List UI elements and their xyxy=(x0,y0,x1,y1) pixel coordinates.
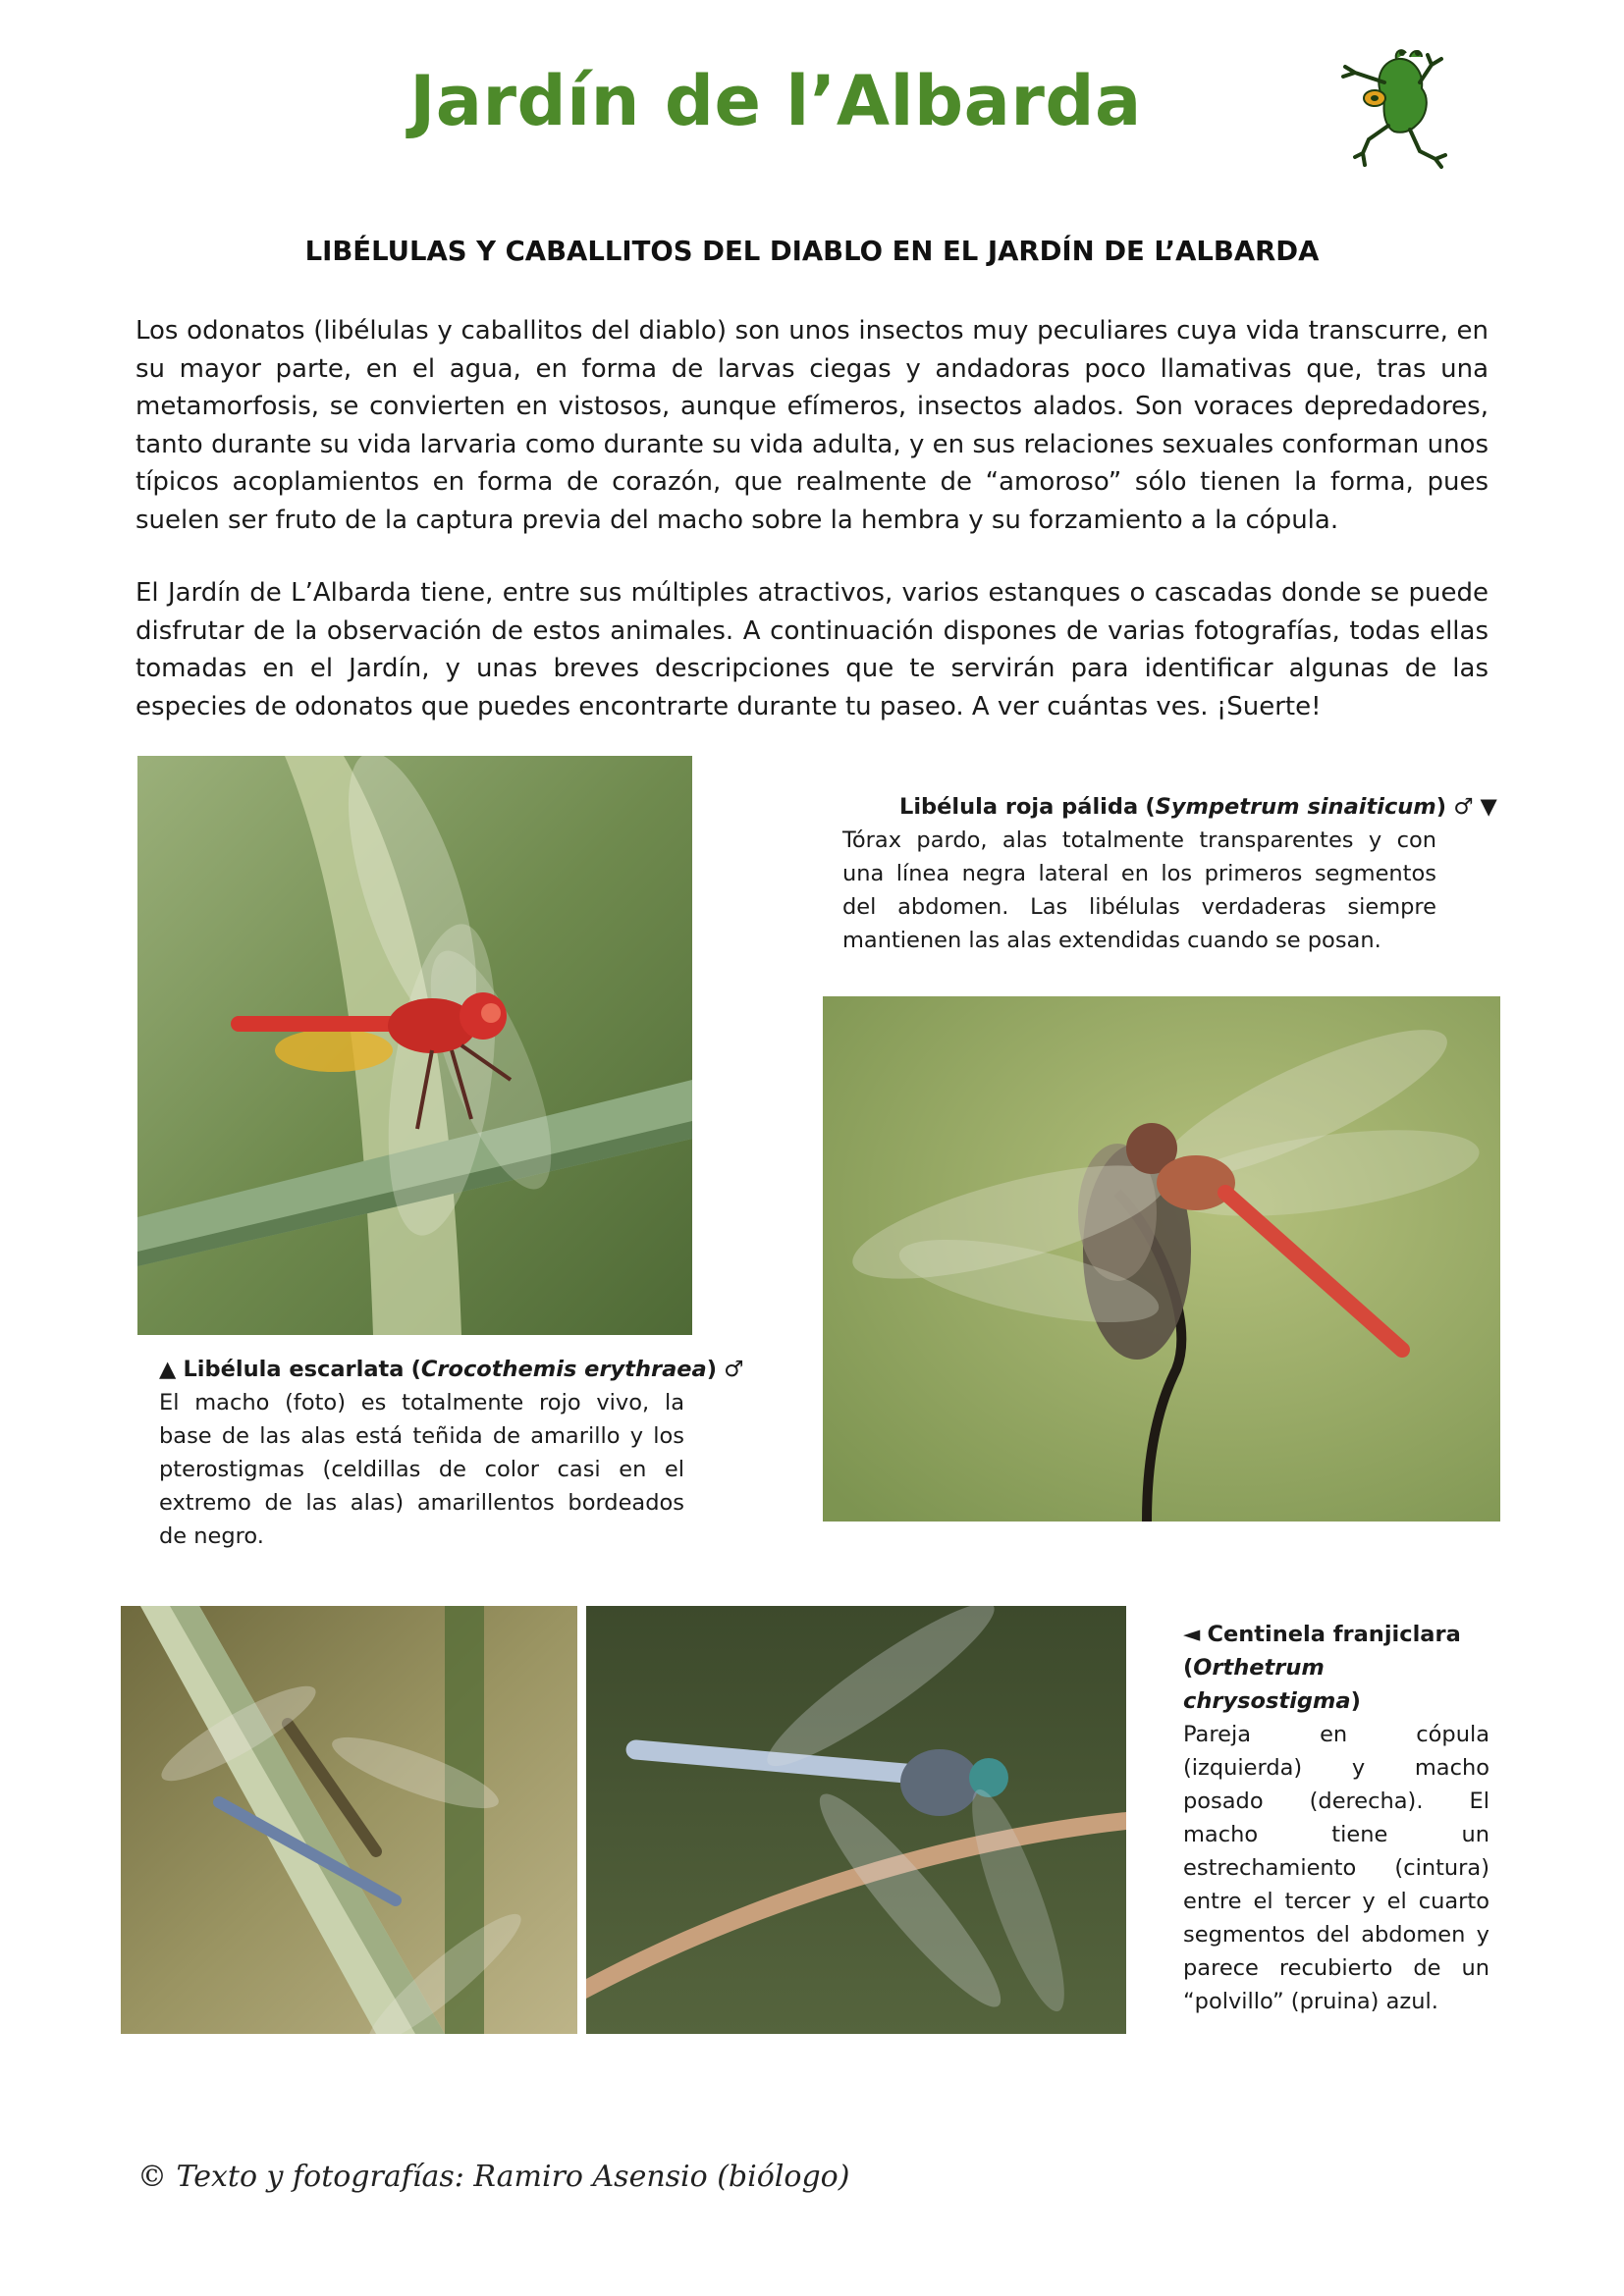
page-title: Jardín de l’Albarda xyxy=(409,61,1142,141)
photo-libelula-escarlata xyxy=(137,756,692,1335)
species-scientific-name: Orthetrum chrysostigma xyxy=(1183,1655,1351,1714)
caption-scientific-line: (Orthetrum chrysostigma) xyxy=(1183,1655,1361,1714)
frog-logo-icon xyxy=(1333,43,1451,171)
species-description: Tórax pardo, alas totalmente transparentes y con una línea negra lateral en los primeros segmentos del abdomen. Las libélulas verdaderas siempre mantienen las alas extendidas cuando se posan. xyxy=(842,828,1436,953)
intro-paragraph-2: El Jardín de L’Albarda tiene, entre sus múltiples atractivos, varios estanques o cascadas donde se puede disfrutar de la observación de estos animales. A continuación dispones de varias fotografías, todas ellas tomadas en el Jardín, y unas breves descripciones que te servirán para identificar algunas de las especies de odonatos que puedes encontrarte durante tu paseo. A ver cuántas ves. ¡Suerte! xyxy=(135,578,1489,721)
photo-centinela-macho xyxy=(586,1606,1126,2034)
photo-centinela-copula xyxy=(121,1606,577,2034)
arrow-left-icon: ◄ xyxy=(1183,1622,1201,1647)
photo-libelula-roja-palida xyxy=(823,996,1500,1522)
intro-paragraph-1: Los odonatos (libélulas y caballitos del diablo) son unos insectos muy peculiares cuya vida transcurre, en su mayor parte, en el agua, en forma de larvas ciegas y andadoras poco llamativas que, tras una metamorfosis, se convierten en vistosos, aunque efímeros, insectos alados. Son voraces depredadores, tanto durante su vida larvaria como durante su vida adulta, y en sus relaciones sexuales conforman unos típicos acoplamientos en forma de corazón, que realmente de “amoroso” sólo tienen la forma, pues suelen ser fruto de la captura previa del macho sobre la hembra y su forzamiento a la cópula. xyxy=(135,316,1489,535)
species-description: Pareja en cópula (izquierda) y macho posado (derecha). El macho tiene un estrechamiento (cintura) entre el tercer y el cuarto segmentos del abdomen y parece recubierto de un “polvillo” (pruina) azul. xyxy=(1183,1722,1489,2014)
caption-heading xyxy=(1183,1618,1489,1651)
footer-credit: © Texto y fotografías: Ramiro Asensio (biólogo) xyxy=(137,2160,850,2194)
species-name: Centinela franjiclara xyxy=(1207,1622,1461,1647)
male-symbol-icon: ♂ xyxy=(724,1357,744,1382)
species-scientific-name: Crocothemis erythraea xyxy=(420,1357,707,1382)
section-heading: LIBÉLULAS Y CABALLITOS DEL DIABLO EN EL JARDÍN DE L’ALBARDA xyxy=(304,236,1320,267)
caption-libelula-roja-palida xyxy=(842,790,1497,957)
species-name: Libélula roja pálida xyxy=(899,794,1139,820)
species-description: El macho (foto) es totalmente rojo vivo, la base de las alas está teñida de amarillo y los pterostigmas (celdillas de color casi en el extremo de las alas) amarillentos bordeados de negro. xyxy=(159,1390,684,1549)
caption-centinela-franjiclara xyxy=(1183,1618,1489,2018)
caption-heading: ▲ Libélula escarlata (Crocothemis erythraea) ♂ xyxy=(159,1357,744,1382)
arrow-up-icon: ▲ xyxy=(159,1357,177,1382)
species-name: Libélula escarlata xyxy=(183,1357,405,1382)
arrow-down-icon: ▼ xyxy=(1480,794,1497,820)
caption-libelula-escarlata xyxy=(159,1353,744,1553)
caption-heading: Libélula roja pálida (Sympetrum sinaiticum) ♂ ▼ xyxy=(899,794,1497,820)
species-scientific-name: Sympetrum sinaiticum xyxy=(1155,794,1436,820)
male-symbol-icon: ♂ xyxy=(1453,794,1474,820)
